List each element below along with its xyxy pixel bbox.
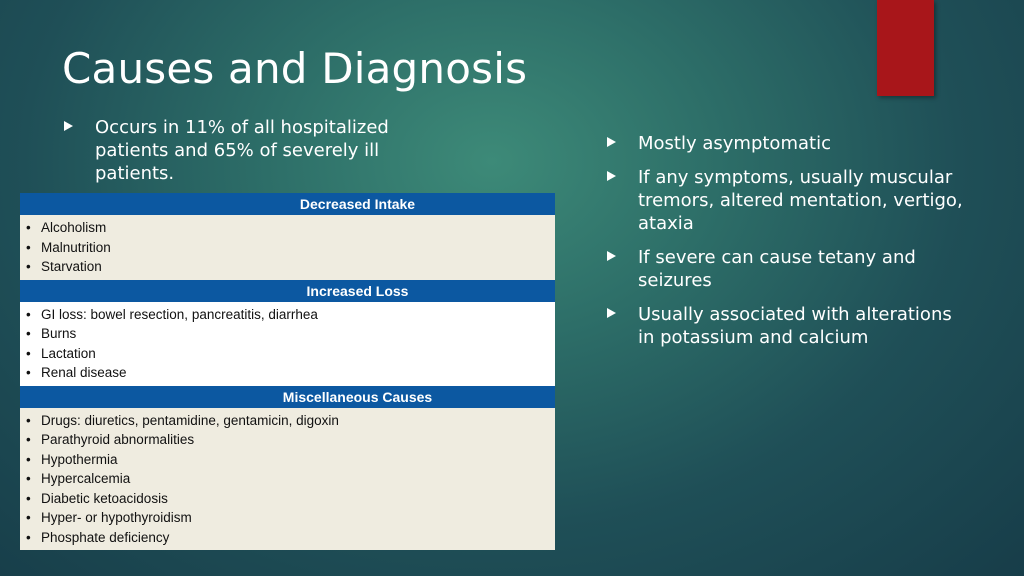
table-section-header: Decreased Intake bbox=[20, 193, 555, 215]
table-row: • GI loss: bowel resection, pancreatitis, diarrhea bbox=[20, 305, 555, 325]
slide-title: Causes and Diagnosis bbox=[62, 44, 528, 93]
arrow-bullet-icon bbox=[607, 251, 616, 261]
bullet-text: If any symptoms, usually muscular tremors, altered mentation, vertigo, ataxia bbox=[638, 167, 963, 234]
table-row: • Diabetic ketoacidosis bbox=[20, 489, 555, 509]
bullet-text: Mostly asymptomatic bbox=[638, 133, 831, 154]
table-row: • Alcoholism bbox=[20, 218, 555, 238]
table-row: • Parathyroid abnormalities bbox=[20, 430, 555, 450]
left-bullet-list bbox=[64, 116, 404, 196]
bullet-text: Occurs in 11% of all hospitalized patients and 65% of severely ill patients. bbox=[95, 117, 389, 184]
bullet-text: Usually associated with alterations in potassium and calcium bbox=[638, 304, 952, 348]
table-section-body bbox=[20, 215, 555, 280]
table-section-header: Increased Loss bbox=[20, 280, 555, 302]
table-row: • Burns bbox=[20, 324, 555, 344]
table-row: • Drugs: diuretics, pentamidine, gentamicin, digoxin bbox=[20, 411, 555, 431]
table-row: • Renal disease bbox=[20, 363, 555, 383]
bullet-text: If severe can cause tetany and seizures bbox=[638, 247, 916, 291]
bullet-item bbox=[607, 166, 967, 235]
bullet-item bbox=[64, 116, 404, 185]
table-row: • Hypothermia bbox=[20, 450, 555, 470]
table-section-body bbox=[20, 408, 555, 551]
table-row: • Malnutrition bbox=[20, 238, 555, 258]
table-section-body bbox=[20, 302, 555, 386]
bullet-item bbox=[607, 132, 967, 155]
arrow-bullet-icon bbox=[607, 308, 616, 318]
causes-table bbox=[20, 193, 555, 560]
table-row: • Starvation bbox=[20, 257, 555, 277]
table-row: • Hypercalcemia bbox=[20, 469, 555, 489]
right-bullet-list bbox=[607, 132, 967, 360]
arrow-bullet-icon bbox=[607, 137, 616, 147]
table-section-header: Miscellaneous Causes bbox=[20, 386, 555, 408]
table-row: • Hyper- or hypothyroidism bbox=[20, 508, 555, 528]
accent-bar bbox=[877, 0, 934, 96]
table-row: • Lactation bbox=[20, 344, 555, 364]
arrow-bullet-icon bbox=[64, 121, 73, 131]
table-row: • Phosphate deficiency bbox=[20, 528, 555, 548]
bullet-item bbox=[607, 303, 967, 349]
arrow-bullet-icon bbox=[607, 171, 616, 181]
bullet-item bbox=[607, 246, 967, 292]
